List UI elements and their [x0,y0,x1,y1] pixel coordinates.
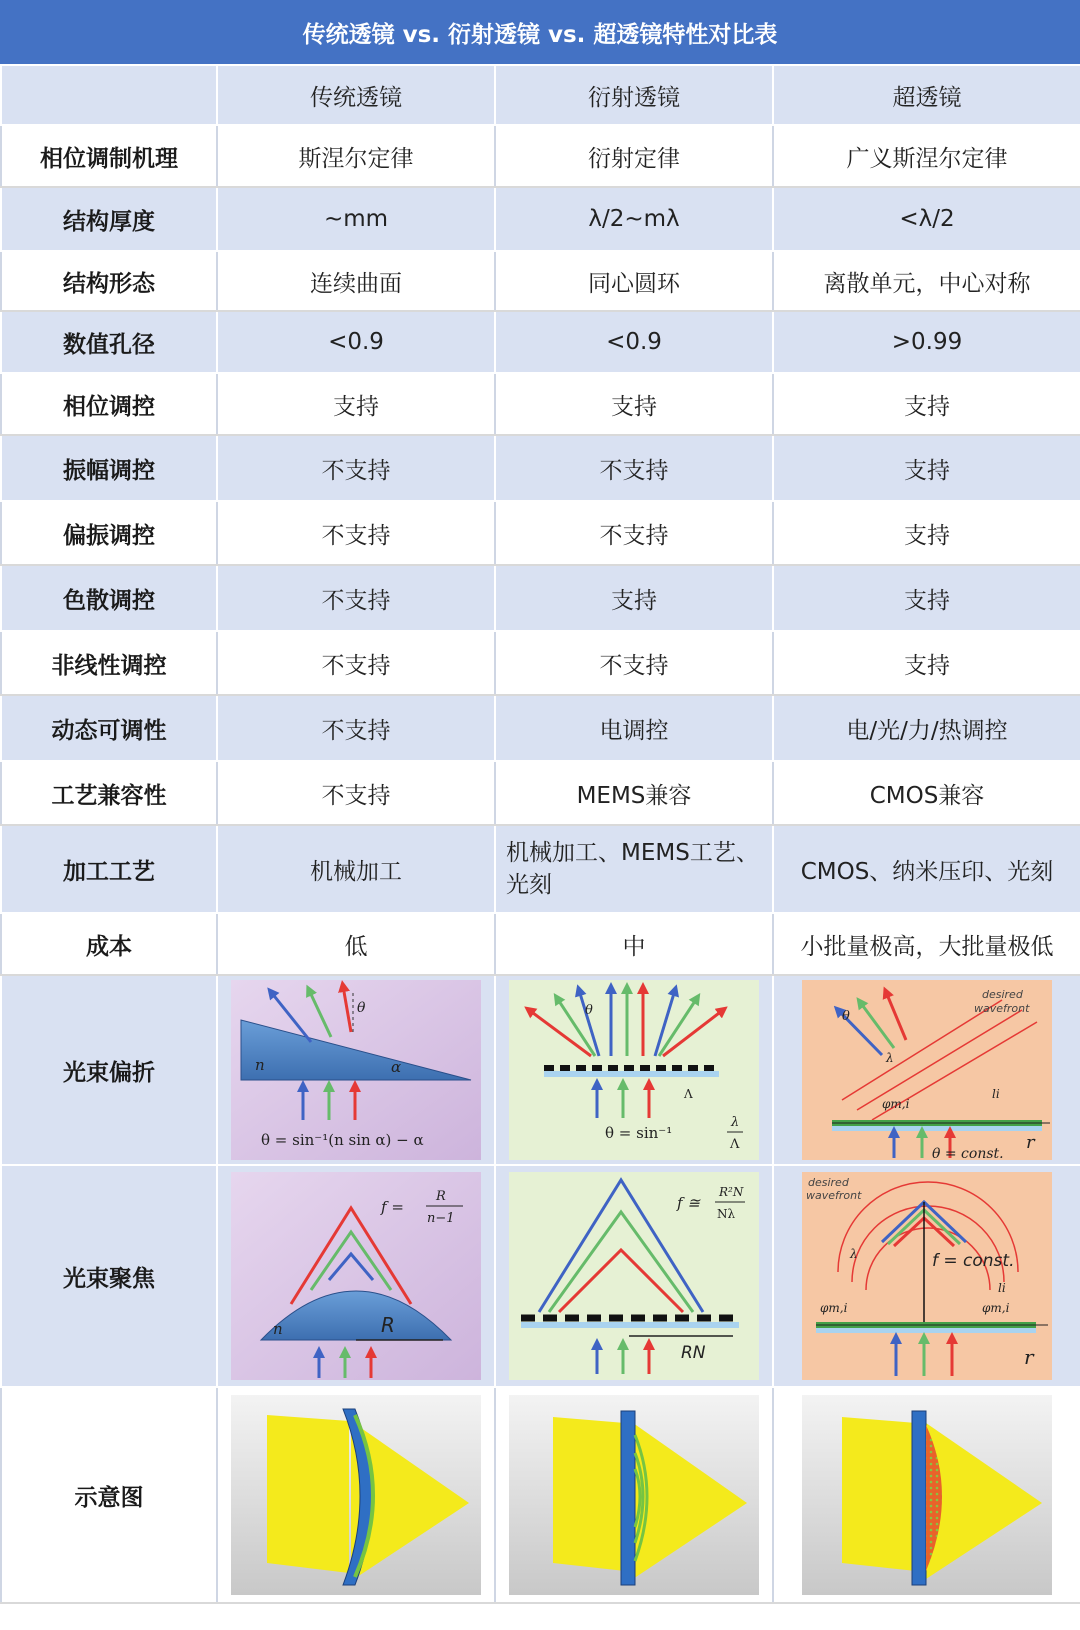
denominator-label: Nλ [717,1207,736,1221]
table-cell: <λ/2 [773,187,1080,251]
row-header: 相位调控 [1,373,217,435]
table-cell: 支持 [495,565,773,631]
formula-label: θ = sin⁻¹(n sin α) − α [261,1131,424,1149]
f-const-label: f = const. [932,1251,1015,1271]
table-row [1,435,1080,501]
numerator-label: R [436,1189,446,1204]
table-cell: 机械加工 [217,825,495,913]
table-title: 传统透镜 vs. 衍射透镜 vs. 超透镜特性对比表 [0,0,1080,64]
lens-body [621,1411,635,1585]
phi-label-left: φm,i [820,1301,848,1315]
table-cell: 连续曲面 [217,251,495,311]
table-cell: 低 [217,913,495,975]
l-label: li [998,1281,1006,1295]
figure-cell [773,1165,1080,1387]
table-cell: 不支持 [217,631,495,695]
const-label: θ = const. [932,1146,1004,1160]
theta-label: θ [357,1000,366,1016]
R-label: R [381,1313,395,1337]
table-cell: 衍射定律 [495,125,773,187]
denominator-label: n−1 [427,1211,455,1226]
metalens-deflection-figure [802,980,1052,1160]
substrate [816,1328,1036,1333]
row-header: 动态可调性 [1,695,217,761]
figure-cell [495,1387,773,1603]
table-cell: 同心圆环 [495,251,773,311]
input-beam [267,1415,349,1573]
table-row [1,311,1080,373]
table-row [1,695,1080,761]
table-cell: 不支持 [217,761,495,825]
table-cell: CMOS兼容 [773,761,1080,825]
lambda-label: λ [850,1247,858,1261]
table-cell: 支持 [773,373,1080,435]
diffractive-lens-schematic [509,1395,759,1595]
figure-row-deflection [1,975,1080,1165]
table-cell: <0.9 [495,311,773,373]
comparison-table [0,64,1080,1604]
row-header: 示意图 [1,1387,217,1603]
table-row [1,373,1080,435]
table-cell: 不支持 [217,501,495,565]
phi-label: φm,i [882,1097,910,1111]
row-header: 成本 [1,913,217,975]
row-header: 偏振调控 [1,501,217,565]
lambda-label: λ [886,1051,894,1065]
table-cell: 不支持 [217,565,495,631]
traditional-focusing-figure [231,1172,481,1380]
table-row [1,913,1080,975]
l-label: li [992,1087,1000,1101]
r-label: r [1026,1132,1035,1153]
row-header: 相位调制机理 [1,125,217,187]
column-header: 传统透镜 [217,65,495,125]
traditional-deflection-figure [231,980,481,1160]
row-header: 数值孔径 [1,311,217,373]
frac-top-label: λ [731,1115,740,1130]
wavefront-label: wavefront [806,1189,862,1202]
table-row [1,125,1080,187]
table-cell: <0.9 [217,311,495,373]
n-label: n [255,1056,265,1074]
theta-label: θ [842,1009,850,1024]
table-row [1,251,1080,311]
substrate [544,1071,719,1077]
traditional-lens-schematic [231,1395,481,1595]
substrate [521,1322,739,1328]
alpha-label: α [391,1058,402,1076]
row-header: 非线性调控 [1,631,217,695]
table-cell: 小批量极高，大批量极低 [773,913,1080,975]
table-cell: 支持 [773,435,1080,501]
wavefront-label: wavefront [974,1002,1030,1015]
header-empty [1,65,217,125]
table-cell: 支持 [773,565,1080,631]
table-cell: ~mm [217,187,495,251]
figure-row-schematic [1,1387,1080,1603]
table-row [1,631,1080,695]
numerator-label: R²N [719,1185,744,1199]
table-cell: 广义斯涅尔定律 [773,125,1080,187]
table-cell: 支持 [217,373,495,435]
row-header: 结构厚度 [1,187,217,251]
f-label: f = [381,1198,404,1216]
desired-label: desired [808,1176,849,1189]
formula-label: θ = sin⁻¹ [605,1124,673,1142]
table-cell: 斯涅尔定律 [217,125,495,187]
table-cell: 不支持 [495,435,773,501]
table-row [1,187,1080,251]
row-header: 光束偏折 [1,975,217,1165]
table-cell: CMOS、纳米压印、光刻 [773,825,1080,913]
phi-label-right: φm,i [982,1301,1010,1315]
desired-label: desired [982,988,1023,1001]
RN-label: RN [681,1343,706,1363]
table-cell: 不支持 [495,501,773,565]
figure-cell [217,1165,495,1387]
table-cell: 电调控 [495,695,773,761]
column-header: 超透镜 [773,65,1080,125]
input-beam [553,1417,625,1571]
table-cell: 支持 [495,373,773,435]
diffractive-focusing-figure [509,1172,759,1380]
n-label: n [273,1320,283,1338]
column-header: 衍射透镜 [495,65,773,125]
figure-cell [773,1387,1080,1603]
row-header: 振幅调控 [1,435,217,501]
metalens-schematic [802,1395,1052,1595]
theta-label: θ [585,1003,593,1018]
input-beam [842,1417,916,1571]
row-header: 工艺兼容性 [1,761,217,825]
table-cell: λ/2~mλ [495,187,773,251]
row-header: 色散调控 [1,565,217,631]
figure-cell [217,975,495,1165]
figure-cell [773,975,1080,1165]
table-cell: 不支持 [495,631,773,695]
table-cell: 离散单元，中心对称 [773,251,1080,311]
f-label: f ≅ [677,1194,700,1212]
table-cell: 不支持 [217,695,495,761]
metalens-focusing-figure [802,1172,1052,1380]
table-cell: MEMS兼容 [495,761,773,825]
figure-cell [217,1387,495,1603]
table-row [1,761,1080,825]
table-row [1,565,1080,631]
r-label: r [1024,1345,1034,1369]
table-cell: 支持 [773,501,1080,565]
table-row [1,825,1080,913]
diffractive-deflection-figure [509,980,759,1160]
lens-body [912,1411,926,1585]
lambda-cap-label: Λ [684,1087,693,1101]
table-cell: 中 [495,913,773,975]
table-cell: 电/光/力/热调控 [773,695,1080,761]
row-header: 结构形态 [1,251,217,311]
row-header: 加工工艺 [1,825,217,913]
table-row [1,501,1080,565]
table-cell: 支持 [773,631,1080,695]
header-row [1,65,1080,125]
table-cell: 机械加工、MEMS工艺、光刻 [495,825,773,913]
frac-bottom-label: Λ [730,1137,740,1152]
table-cell: 不支持 [217,435,495,501]
figure-row-focusing [1,1165,1080,1387]
figure-cell [495,975,773,1165]
table-cell: >0.99 [773,311,1080,373]
substrate [832,1126,1042,1131]
figure-cell [495,1165,773,1387]
row-header: 光束聚焦 [1,1165,217,1387]
